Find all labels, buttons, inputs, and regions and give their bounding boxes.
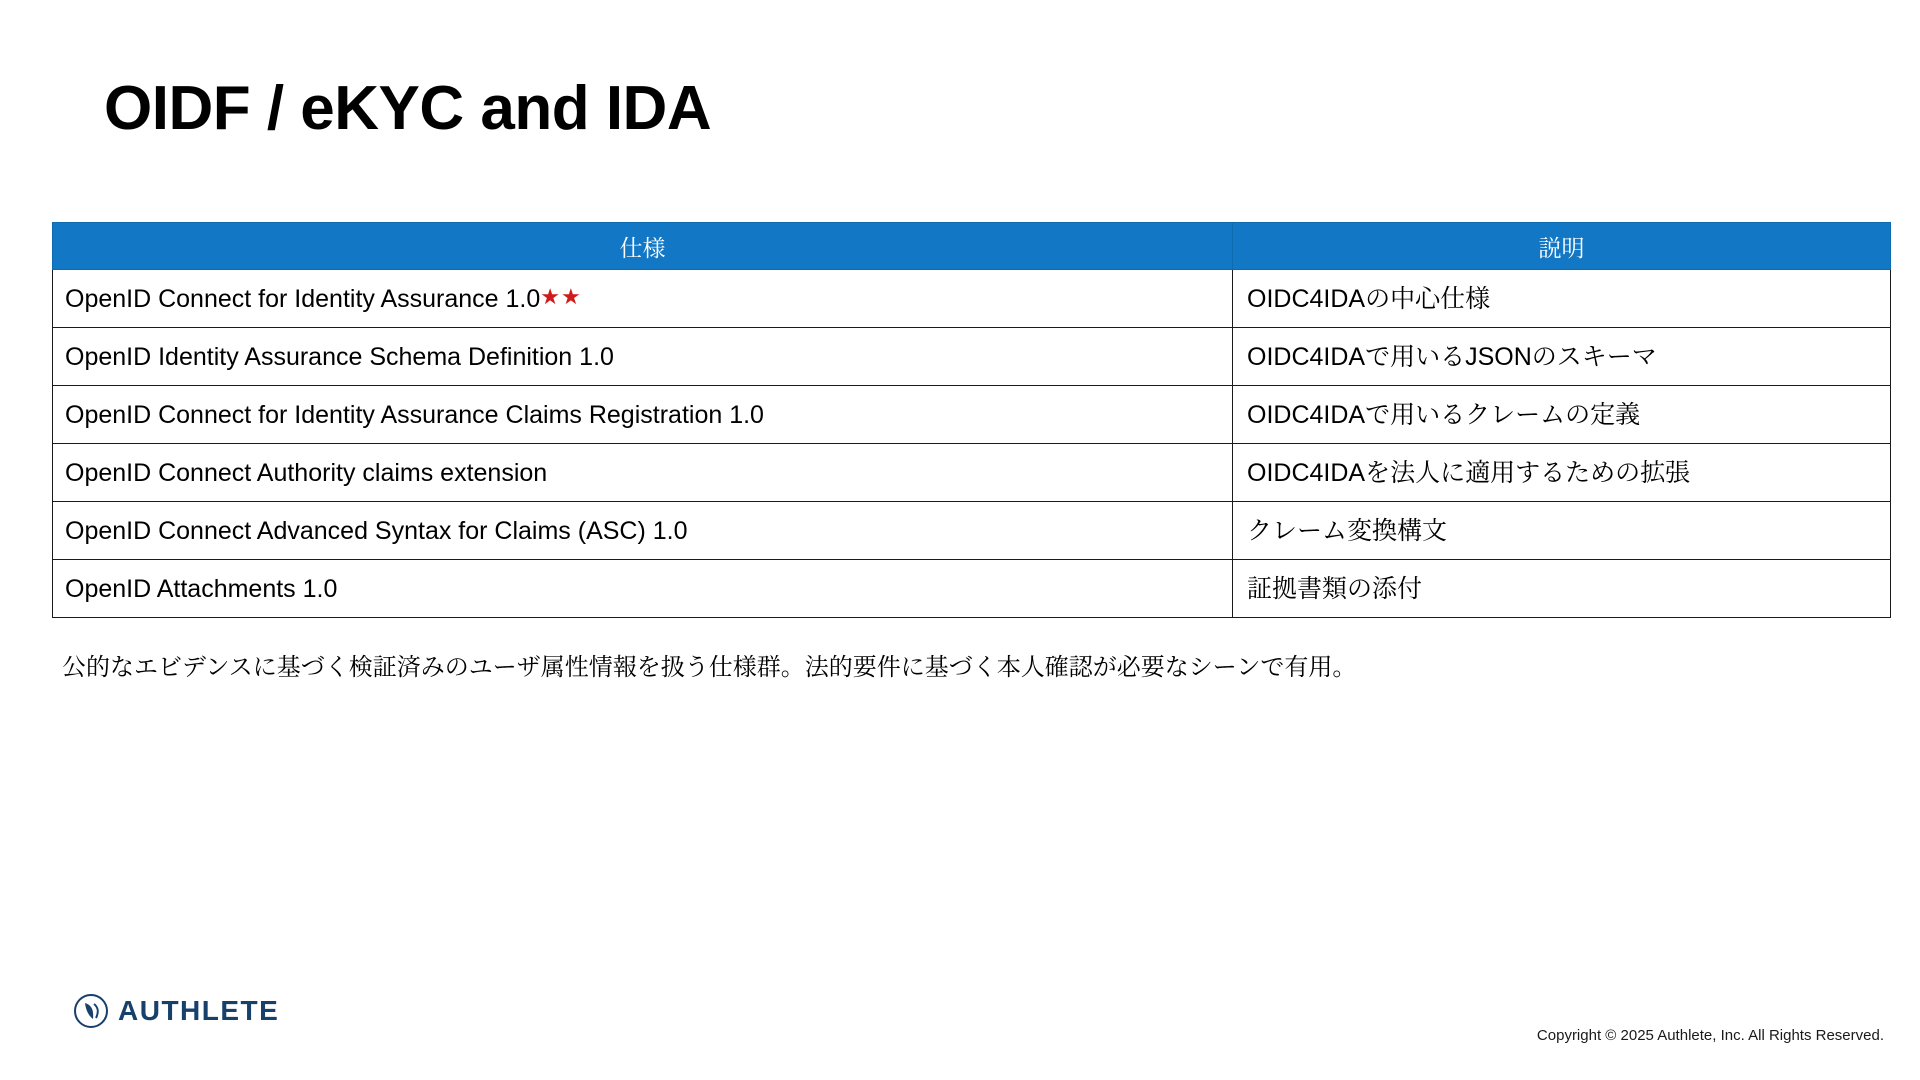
cell-spec [53, 270, 1233, 328]
cell-description [1233, 444, 1891, 502]
cell-description [1233, 328, 1891, 386]
table-row [53, 386, 1891, 444]
cell-spec [53, 386, 1233, 444]
spec-name: OpenID Connect Authority claims extension [65, 458, 548, 487]
spec-name: OpenID Connect for Identity Assurance 1.0 [65, 284, 541, 313]
table-header-row [53, 223, 1891, 270]
cell-spec [53, 502, 1233, 560]
spec-description: 証拠書類の添付 [1247, 574, 1423, 603]
authlete-mark-icon [74, 994, 108, 1028]
copyright-text: Copyright © 2025 Authlete, Inc. All Rights Reserved. [1536, 1027, 1884, 1044]
column-header-description: 説明 [1233, 223, 1891, 270]
spec-description: OIDC4IDAの中心仕様 [1247, 284, 1491, 313]
table-row [53, 444, 1891, 502]
priority-star-icon: ★★ [540, 283, 582, 309]
table-row [53, 560, 1891, 618]
page-title: OIDF / eKYC and IDA [104, 74, 712, 143]
table-body [53, 270, 1891, 618]
cell-description [1233, 502, 1891, 560]
table-row [53, 502, 1891, 560]
spec-description: OIDC4IDAを法人に適用するための拡張 [1247, 458, 1691, 487]
table-row [53, 328, 1891, 386]
spec-name: OpenID Attachments 1.0 [65, 574, 338, 603]
spec-name: OpenID Connect for Identity Assurance Claims Registration 1.0 [65, 400, 764, 429]
table-row [53, 270, 1891, 328]
cell-description [1233, 560, 1891, 618]
spec-description: クレーム変換構文 [1247, 516, 1448, 545]
spec-name: OpenID Identity Assurance Schema Definition 1.0 [65, 342, 614, 371]
cell-description [1233, 270, 1891, 328]
spec-description: OIDC4IDAで用いるJSONのスキーマ [1247, 342, 1657, 371]
cell-spec [53, 560, 1233, 618]
spec-name: OpenID Connect Advanced Syntax for Claims (ASC) 1.0 [65, 516, 688, 545]
cell-description [1233, 386, 1891, 444]
authlete-logo [74, 994, 279, 1028]
column-header-spec: 仕様 [53, 223, 1233, 270]
authlete-logo-text: AUTHLETE [118, 995, 280, 1026]
table-header [53, 223, 1891, 270]
table-note: 公的なエビデンスに基づく検証済みのユーザ属性情報を扱う仕様群。法的要件に基づく本人確認が必要なシーンで有用。 [62, 654, 1357, 681]
specifications-table [52, 222, 1891, 618]
cell-spec [53, 444, 1233, 502]
cell-spec [53, 328, 1233, 386]
spec-description: OIDC4IDAで用いるクレームの定義 [1247, 400, 1641, 429]
